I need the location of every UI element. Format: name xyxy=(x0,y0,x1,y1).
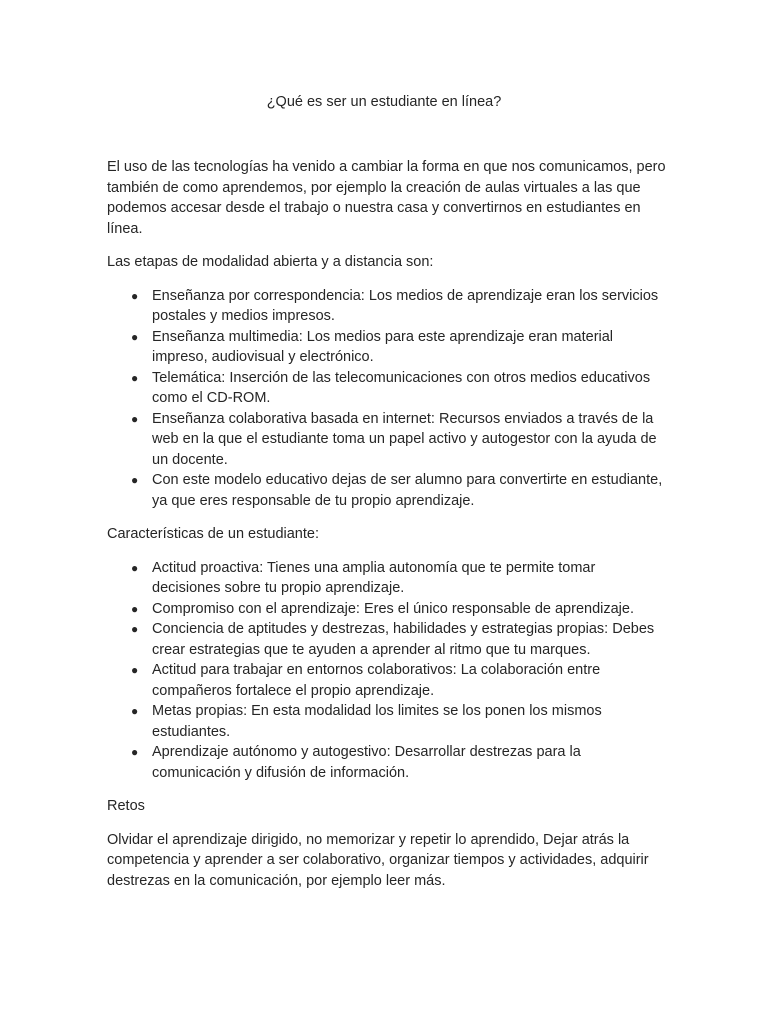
bullet-icon: ● xyxy=(131,663,139,677)
list-item-text: Enseñanza multimedia: Los medios para este aprendizaje eran material impreso, audiovisual y electrónico. xyxy=(152,328,614,365)
challenges-heading: Retos xyxy=(107,798,145,814)
list-item-text: Aprendizaje autónomo y autogestivo: Desarrollar destrezas para la comunicación y difusión de información. xyxy=(152,744,581,781)
list-item xyxy=(131,701,667,742)
list-item xyxy=(131,327,667,368)
list-item xyxy=(131,409,667,471)
challenges-paragraph: Olvidar el aprendizaje dirigido, no memorizar y repetir lo aprendido, Dejar atrás la competencia y aprender a ser colaborativo, organizar tiempos y actividades, adquirir destrezas en la comunicación, por ejemplo leer más. xyxy=(107,831,649,889)
list-item-text: Conciencia de aptitudes y destrezas, habilidades y estrategias propias: Debes crear estrategias que te ayuden a aprender al ritmo que tu marques. xyxy=(152,621,655,658)
list-item-text: Telemática: Inserción de las telecomunicaciones con otros medios educativos como el CD-ROM. xyxy=(152,369,651,406)
list-item-text: Enseñanza colaborativa basada en internet: Recursos enviados a través de la web en la que el estudiante toma un papel activo y autogestor con la ayuda de un docente. xyxy=(152,410,657,468)
bullet-icon: ● xyxy=(131,601,139,616)
document-body xyxy=(107,157,667,904)
list-item xyxy=(131,599,667,620)
list-item-text: Metas propias: En esta modalidad los limites se los ponen los mismos estudiantes. xyxy=(152,703,602,740)
bullet-icon: ● xyxy=(131,329,139,344)
stages-heading: Las etapas de modalidad abierta y a distancia son: xyxy=(107,254,434,270)
stages-list xyxy=(107,286,667,512)
list-item xyxy=(131,558,667,599)
list-item-text: Actitud para trabajar en entornos colaborativos: La colaboración entre compañeros fortalece el propio aprendizaje. xyxy=(152,662,601,699)
list-item-text: Actitud proactiva: Tienes una amplia autonomía que te permite tomar decisiones sobre tu propio aprendizaje. xyxy=(152,559,596,596)
document-title: ¿Qué es ser un estudiante en línea? xyxy=(266,94,502,110)
bullet-icon: ● xyxy=(131,288,139,303)
list-item xyxy=(131,368,667,409)
bullet-icon: ● xyxy=(131,745,139,759)
list-item xyxy=(131,619,667,660)
characteristics-list xyxy=(107,558,667,784)
bullet-icon: ● xyxy=(131,560,139,575)
list-item-text: Enseñanza por correspondencia: Los medios de aprendizaje eran los servicios postales y medios impresos. xyxy=(152,287,659,324)
bullet-icon: ● xyxy=(131,622,139,636)
characteristics-heading: Características de un estudiante: xyxy=(107,526,319,542)
list-item xyxy=(131,286,667,327)
list-item xyxy=(131,660,667,701)
list-item-text: Compromiso con el aprendizaje: Eres el único responsable de aprendizaje. xyxy=(152,600,634,617)
intro-paragraph: El uso de las tecnologías ha venido a cambiar la forma en que nos comunicamos, pero también de como aprendemos, por ejemplo la creación de aulas virtuales a las que podemos accesar desde el trabajo o nuestra casa y convertirnos en estudiantes en línea. xyxy=(107,159,666,237)
list-item xyxy=(131,470,667,511)
list-item-text: Con este modelo educativo dejas de ser alumno para convertirte en estudiante, ya que eres responsable de tu propio aprendizaje. xyxy=(152,472,663,509)
list-item xyxy=(131,742,667,783)
bullet-icon: ● xyxy=(131,473,139,487)
bullet-icon: ● xyxy=(131,370,139,385)
bullet-icon: ● xyxy=(131,411,139,426)
bullet-icon: ● xyxy=(131,704,139,718)
